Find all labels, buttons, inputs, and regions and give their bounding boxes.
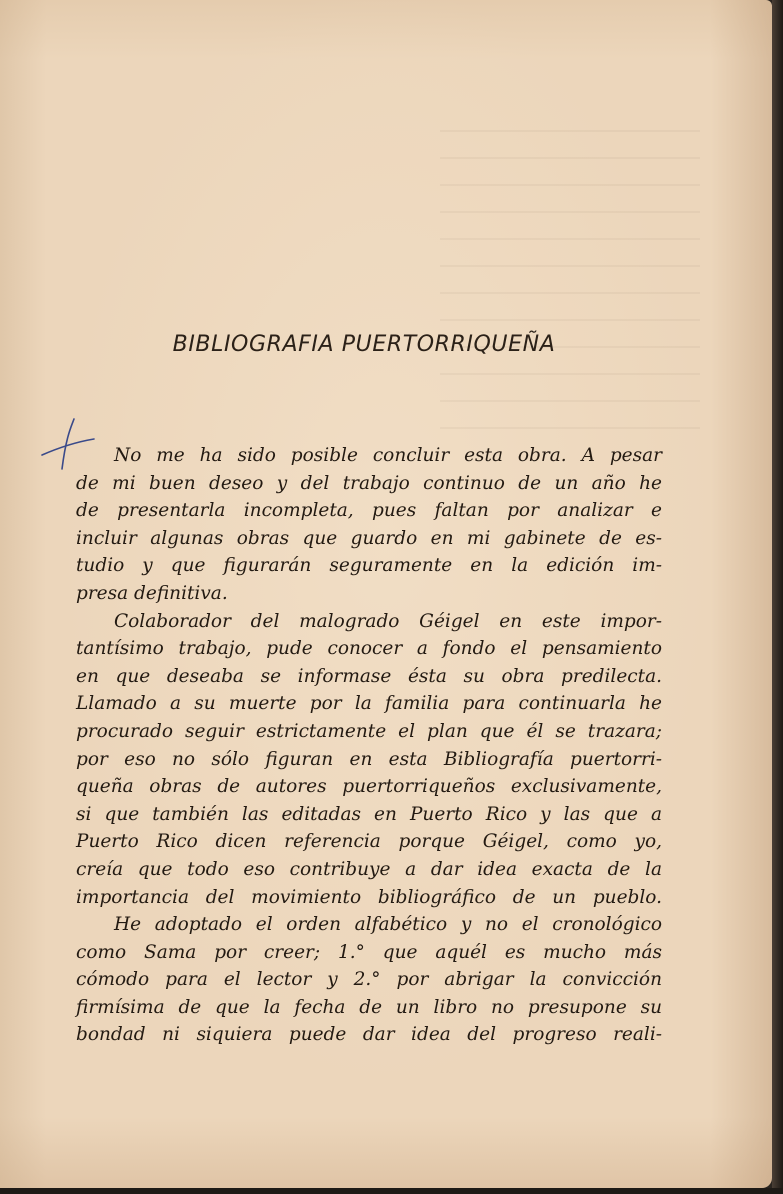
text-line: Llamado a su muerte por la familia para continuarla he	[76, 693, 662, 715]
text-line: He adoptado el orden alfabético y no el cronológico	[114, 914, 662, 936]
text-line: si que también las editadas en Puerto Rico y las que a	[76, 803, 662, 825]
page-title: BIBLIOGRAFIA PUERTORRIQUEÑA	[172, 332, 556, 357]
text-line: bondad ni siquiera puede dar idea del progreso reali-	[76, 1024, 662, 1046]
text-line: como Sama por creer; 1.° que aquél es mucho más	[76, 941, 662, 963]
text-line: creía que todo eso contribuye a dar idea exacta de la	[76, 858, 662, 880]
text-line: de mi buen deseo y del trabajo continuo de un año he	[76, 472, 662, 494]
page-edge-shadow	[772, 0, 783, 1194]
text-line: firmísima de que la fecha de un libro no presupone su	[76, 996, 662, 1018]
text-line: procurado seguir estrictamente el plan que él se trazara;	[76, 720, 662, 742]
text-line: incluir algunas obras que guardo en mi gabinete de es-	[76, 527, 662, 549]
text-line: tudio y que figurarán seguramente en la edición im-	[76, 555, 662, 577]
text-line: en que deseaba se informase ésta su obra predilecta.	[76, 665, 662, 687]
text-line: importancia del movimiento bibliográfico de un pueblo.	[76, 886, 662, 908]
text-line: Puerto Rico dicen referencia porque Géigel, como yo,	[76, 831, 662, 853]
text-line: de presentarla incompleta, pues faltan por analizar e	[76, 500, 662, 522]
text-line: queña obras de autores puertorriqueños exclusivamente,	[76, 776, 662, 798]
text-line: No me ha sido posible concluir esta obra. A pesar	[114, 445, 662, 466]
page-bottom-shadow	[0, 1188, 783, 1194]
text-line: Colaborador del malogrado Géigel en este impor-	[114, 610, 662, 632]
text-line: presa definitiva.	[76, 582, 228, 604]
body-text	[76, 442, 662, 1049]
text-line: tantísimo trabajo, pude conocer a fondo el pensamiento	[76, 638, 662, 660]
text-line: por eso no sólo figuran en esta Bibliografía puertorri-	[76, 748, 662, 770]
text-line: cómodo para el lector y 2.° por abrigar la convicción	[76, 969, 662, 991]
show-through-text	[440, 130, 700, 450]
